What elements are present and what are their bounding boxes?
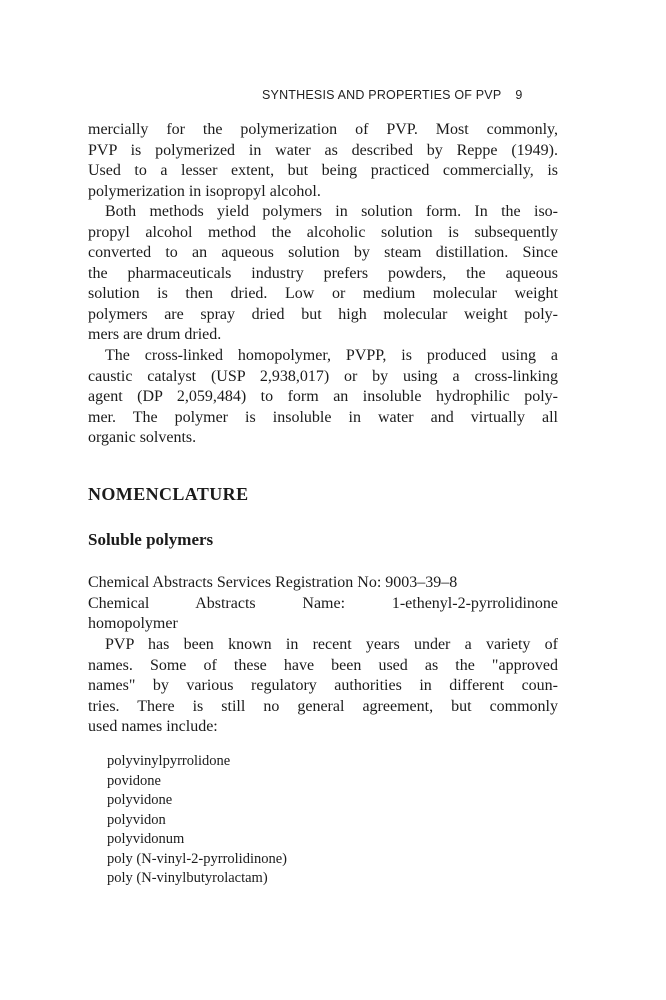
list-item: poly (N-vinylbutyrolactam) — [107, 870, 268, 886]
page-number: 9 — [515, 88, 523, 102]
text-line: the pharmaceuticals industry prefers powders, the aqueous — [88, 264, 558, 282]
text-line: agent (DP 2,059,484) to form an insoluble hydrophilic poly- — [88, 388, 558, 406]
paragraph-solution-form — [88, 202, 558, 346]
text-line: converted to an aqueous solution by steam distillation. Since — [88, 244, 558, 262]
subsection-heading: Soluble polymers — [88, 530, 214, 549]
list-item: polyvidonum — [107, 831, 185, 847]
running-header — [262, 88, 523, 102]
list-item: poly (N-vinyl-2-pyrrolidinone) — [107, 850, 288, 867]
paragraph-cross-linked — [88, 346, 558, 449]
text-line: Both methods yield polymers in solution form. In the iso- — [105, 203, 558, 220]
text-line: mercially for the polymerization of PVP. Most commonly, — [88, 121, 558, 138]
registry-info — [88, 573, 558, 635]
text-line: used names include: — [88, 718, 218, 736]
paragraph-polymerization-methods — [88, 120, 558, 202]
text-line: mer. The polymer is insoluble in water and virtually all — [88, 408, 558, 426]
text-line: polymerization in isopropyl alcohol. — [88, 182, 321, 200]
text-line: PVP is polymerized in water as described by Reppe (1949). — [88, 141, 558, 159]
text-line: Chemical Abstracts Services Registration No: 9003–39–8 — [88, 574, 458, 591]
text-line: Chemical Abstracts Name: 1-ethenyl-2-pyrrolidinone — [88, 594, 558, 612]
text-line: organic solvents. — [88, 429, 197, 447]
text-line: propyl alcohol method the alcoholic solution is subsequently — [88, 223, 558, 241]
section-heading: NOMENCLATURE — [88, 484, 249, 504]
text-line: solution is then dried. Low or medium molecular weight — [88, 285, 558, 303]
text-line: PVP has been known in recent years under a variety of — [105, 636, 558, 653]
text-line: tries. There is still no general agreement, but commonly — [88, 697, 558, 715]
list-item: povidone — [107, 772, 161, 789]
text-line: names. Some of these have been used as the "approved — [88, 656, 558, 674]
text-line: Used to a lesser extent, but being practiced commercially, is — [88, 162, 558, 180]
text-line: polymers are spray dried but high molecular weight poly- — [88, 305, 558, 323]
text-line: homopolymer — [88, 615, 178, 633]
list-item: polyvidon — [107, 811, 166, 828]
text-line: names" by various regulatory authorities in different coun- — [88, 677, 558, 695]
text-line: The cross-linked homopolymer, PVPP, is produced using a — [105, 347, 558, 364]
text-line: caustic catalyst (USP 2,938,017) or by using a cross-linking — [88, 367, 558, 385]
paragraph-names — [88, 635, 558, 738]
list-item: polyvidone — [107, 792, 173, 808]
text-line: mers are drum dried. — [88, 326, 222, 344]
running-title: SYNTHESIS AND PROPERTIES OF PVP — [262, 88, 502, 102]
list-item: polyvinylpyrrolidone — [107, 753, 231, 769]
names-list — [107, 752, 287, 889]
